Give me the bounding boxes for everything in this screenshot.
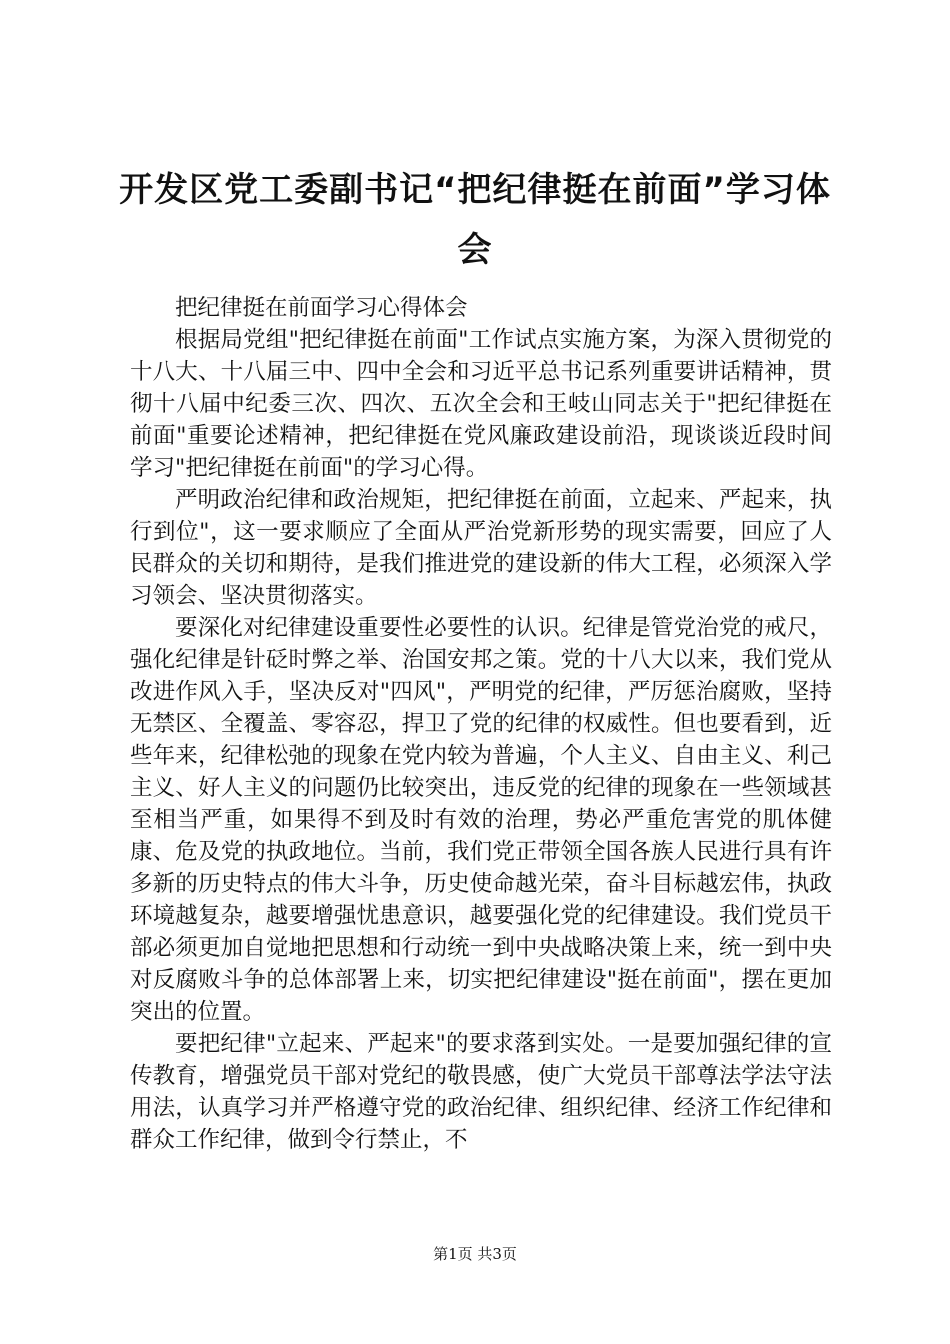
body-paragraph: 要把纪律"立起来、严起来"的要求落到实处。一是要加强纪律的宣传教育，增强党员干部对党纪的敬畏感，使广大党员干部尊法学法守法用法，认真学习并严格遵守党的政治纪律、组织纪律、经济工作纪律和群众工作纪律，做到令行禁止，不: [130, 1031, 832, 1153]
body-paragraph: 严明政治纪律和政治规矩，把纪律挺在前面，立起来、严起来，执行到位"，这一要求顺应了全面从严治党新形势的现实需要，回应了人民群众的关切和期待，是我们推进党的建设新的伟大工程，必须深入学习领会、坚决贯彻落实。: [130, 487, 832, 609]
body-paragraph: 要深化对纪律建设重要性必要性的认识。纪律是管党治党的戒尺，强化纪律是针砭时弊之举、治国安邦之策。党的十八大以来，我们党从改进作风入手，坚决反对"四风"，严明党的纪律，严厉惩治腐败，坚持无禁区、全覆盖、零容忍，捍卫了党的纪律的权威性。但也要看到，近些年来，纪律松弛的现象在党内较为普遍，个人主义、自由主义、利己主义、好人主义的问题仍比较突出，违反党的纪律的现象在一些领域甚至相当严重，如果得不到及时有效的治理，势必严重危害党的肌体健康、危及党的执政地位。当前，我们党正带领全国各族人民进行具有许多新的历史特点的伟大斗争，历史使命越光荣，奋斗目标越宏伟，执政环境越复杂，越要增强忧患意识，越要强化党的纪律建设。我们党员干部必须更加自觉地把思想和行动统一到中央战略决策上来，统一到中央对反腐败斗争的总体部署上来，切实把纪律建设"挺在前面"，摆在更加突出的位置。: [130, 615, 832, 1025]
page-number-footer: 第1页 共3页: [433, 1245, 517, 1263]
document-body: [130, 292, 832, 1156]
document-title: 开发区党工委副书记“把纪律挺在前面”学习体会: [119, 170, 831, 270]
subtitle-paragraph: 把纪律挺在前面学习心得体会: [175, 295, 468, 321]
body-paragraph: 根据局党组"把纪律挺在前面"工作试点实施方案，为深入贯彻党的十八大、十八届三中、四中全会和习近平总书记系列重要讲话精神，贯彻十八届中纪委三次、四次、五次全会和王岐山同志关于"把纪律挺在前面"重要论述精神，把纪律挺在党风廉政建设前沿，现谈谈近段时间学习"把纪律挺在前面"的学习心得。: [130, 327, 832, 481]
